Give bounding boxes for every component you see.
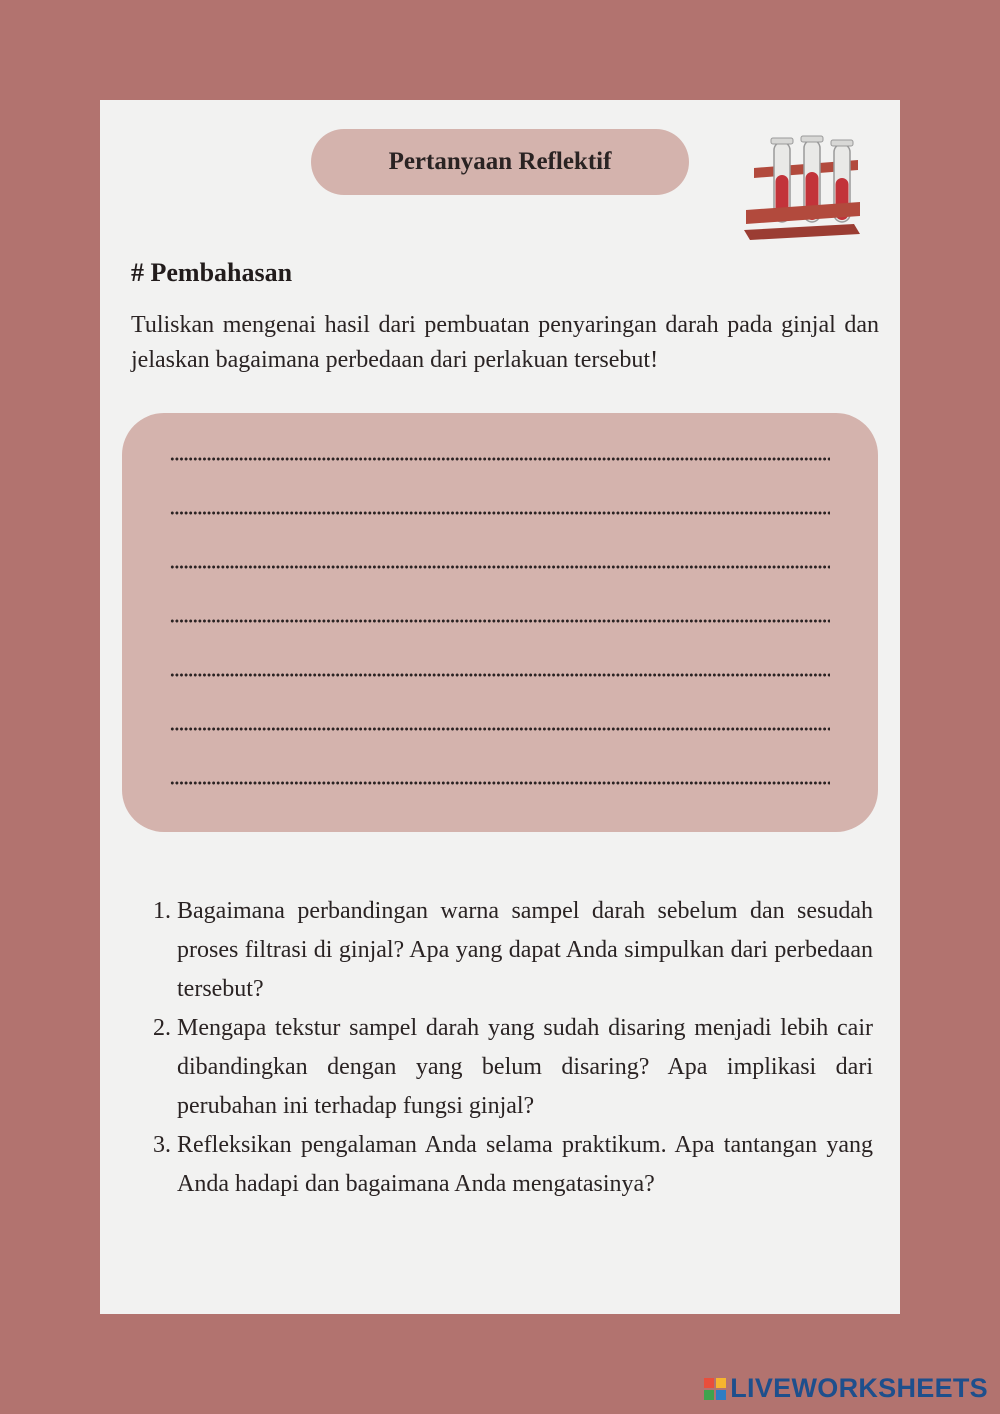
question-number: 3.	[153, 1132, 171, 1158]
question-text: Bagaimana perbandingan warna sampel darah sebelum dan sesudah proses filtrasi di ginjal? Apa yang dapat Anda simpulkan dari perbedaan tersebut?	[177, 898, 873, 1002]
question-number: 1.	[153, 898, 171, 924]
answer-box[interactable]	[122, 413, 878, 832]
section-heading: # Pembahasan	[131, 258, 293, 287]
question-text: Refleksikan pengalaman Anda selama praktikum. Apa tantangan yang Anda hadapi dan bagaimana Anda mengatasinya?	[177, 1132, 873, 1197]
question-number: 2.	[153, 1015, 171, 1041]
answer-line[interactable]	[170, 619, 830, 623]
page-title: Pertanyaan Reflektif	[311, 129, 689, 195]
question-list	[153, 892, 873, 1204]
brand-footer	[704, 1373, 988, 1404]
question-text: Mengapa tekstur sampel darah yang sudah disaring menjadi lebih cair dibandingkan dengan yang belum disaring? Apa implikasi dari perubahan ini terhadap fungsi ginjal?	[177, 1015, 873, 1119]
answer-line[interactable]	[170, 781, 830, 785]
answer-line[interactable]	[170, 565, 830, 569]
answer-line[interactable]	[170, 727, 830, 731]
answer-line[interactable]	[170, 457, 830, 461]
question-item	[153, 1009, 873, 1126]
answer-line[interactable]	[170, 511, 830, 515]
answer-line[interactable]	[170, 673, 830, 677]
liveworksheets-logo-icon	[704, 1378, 726, 1400]
brand-name: LIVEWORKSHEETS	[730, 1373, 988, 1403]
instruction-text: Tuliskan mengenai hasil dari pembuatan penyaringan darah pada ginjal dan jelaskan bagaimana perbedaan dari perlakuan tersebut!	[131, 312, 879, 373]
worksheet-page	[100, 100, 900, 1314]
question-item	[153, 1126, 873, 1204]
test-tubes-rack-icon	[740, 130, 865, 245]
question-item	[153, 892, 873, 1009]
